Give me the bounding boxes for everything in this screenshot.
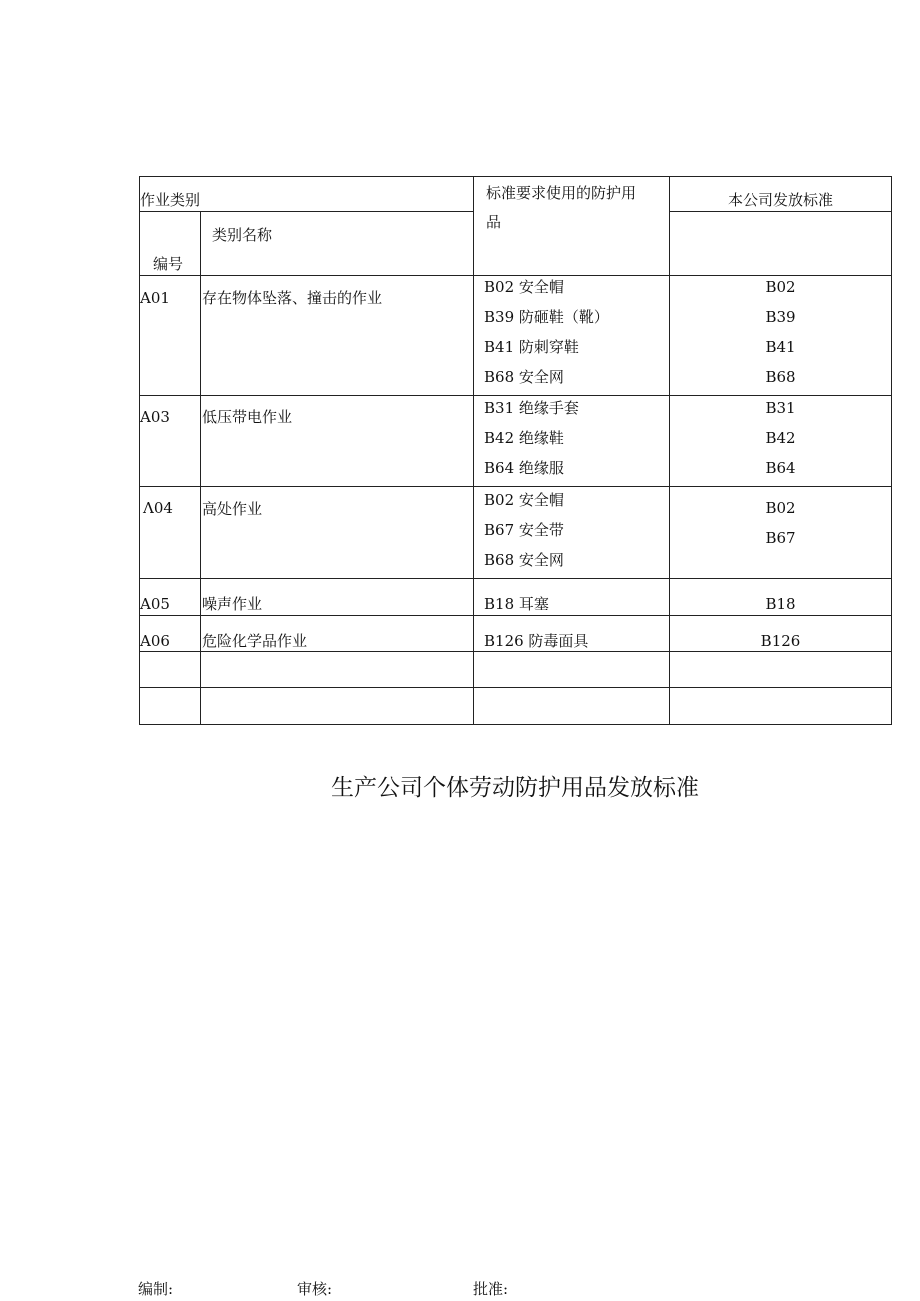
row-code: A01 (140, 289, 170, 307)
row-ppe-item: B68 安全网 (484, 368, 564, 386)
row-category-name: 噪声作业 (202, 595, 263, 613)
header-standard-required-line1: 标准要求使用的防护用 (486, 184, 637, 202)
table-border-bottom (139, 724, 892, 725)
row-ppe-item: B64 绝缘服 (484, 459, 564, 477)
row-code: Λ04 (143, 499, 173, 517)
row-category-name: 低压带电作业 (202, 408, 293, 426)
table-row-divider (139, 651, 892, 652)
row-issued-code: B68 (765, 368, 796, 386)
row-ppe-item: B67 安全带 (484, 521, 564, 539)
header-company-standard: 本公司发放标准 (727, 191, 833, 209)
row-issued-code: B42 (765, 429, 796, 447)
header-category-group: 作业类别 (140, 191, 201, 209)
row-category-name: 高处作业 (202, 500, 263, 518)
signature-approved-label: 批准: (473, 1280, 509, 1298)
table-row-divider (139, 615, 892, 616)
table-border-right (891, 176, 892, 725)
row-issued-code: B39 (765, 308, 796, 326)
row-ppe-item: B126 防毒面具 (484, 632, 589, 650)
document-title: 生产公司个体劳动防护用品发放标准 (331, 775, 699, 801)
row-code: A06 (140, 632, 170, 650)
row-ppe-item: B41 防刺穿鞋 (484, 338, 579, 356)
table-row-divider (139, 395, 892, 396)
header-code: 编号 (153, 255, 184, 273)
row-category-name: 危险化学品作业 (202, 632, 308, 650)
row-ppe-item: B68 安全网 (484, 551, 564, 569)
table-header-split-right (669, 211, 892, 212)
table-row-divider (139, 486, 892, 487)
table-row-divider (139, 578, 892, 579)
table-divider-items (473, 176, 474, 725)
table-divider-code (200, 211, 201, 725)
row-issued-code: B18 (765, 595, 796, 613)
table-header-bottom (139, 275, 892, 276)
signature-reviewed-label: 审核: (297, 1280, 333, 1298)
row-issued-code: B02 (765, 278, 796, 296)
row-ppe-item: B42 绝缘鞋 (484, 429, 564, 447)
row-issued-code: B67 (765, 529, 796, 547)
row-ppe-item: B18 耳塞 (484, 595, 549, 613)
table-border-top (139, 176, 892, 177)
row-category-name: 存在物体坠落、撞击的作业 (202, 289, 383, 307)
signature-prepared-label: 编制: (138, 1280, 174, 1298)
row-ppe-item: B39 防砸鞋（靴） (484, 308, 609, 326)
row-issued-code: B31 (765, 399, 796, 417)
header-category-name: 类别名称 (212, 226, 273, 244)
row-ppe-item: B02 安全帽 (484, 278, 564, 296)
table-header-split-left (139, 211, 473, 212)
table-row-divider (139, 687, 892, 688)
row-ppe-item: B02 安全帽 (484, 491, 564, 509)
row-issued-code: B64 (765, 459, 796, 477)
row-issued-code: B126 (760, 632, 801, 650)
row-code: A05 (140, 595, 170, 613)
row-ppe-item: B31 绝缘手套 (484, 399, 579, 417)
row-issued-code: B41 (765, 338, 796, 356)
row-issued-code: B02 (765, 499, 796, 517)
row-code: A03 (140, 408, 170, 426)
header-standard-required-line2: 品 (486, 213, 502, 231)
